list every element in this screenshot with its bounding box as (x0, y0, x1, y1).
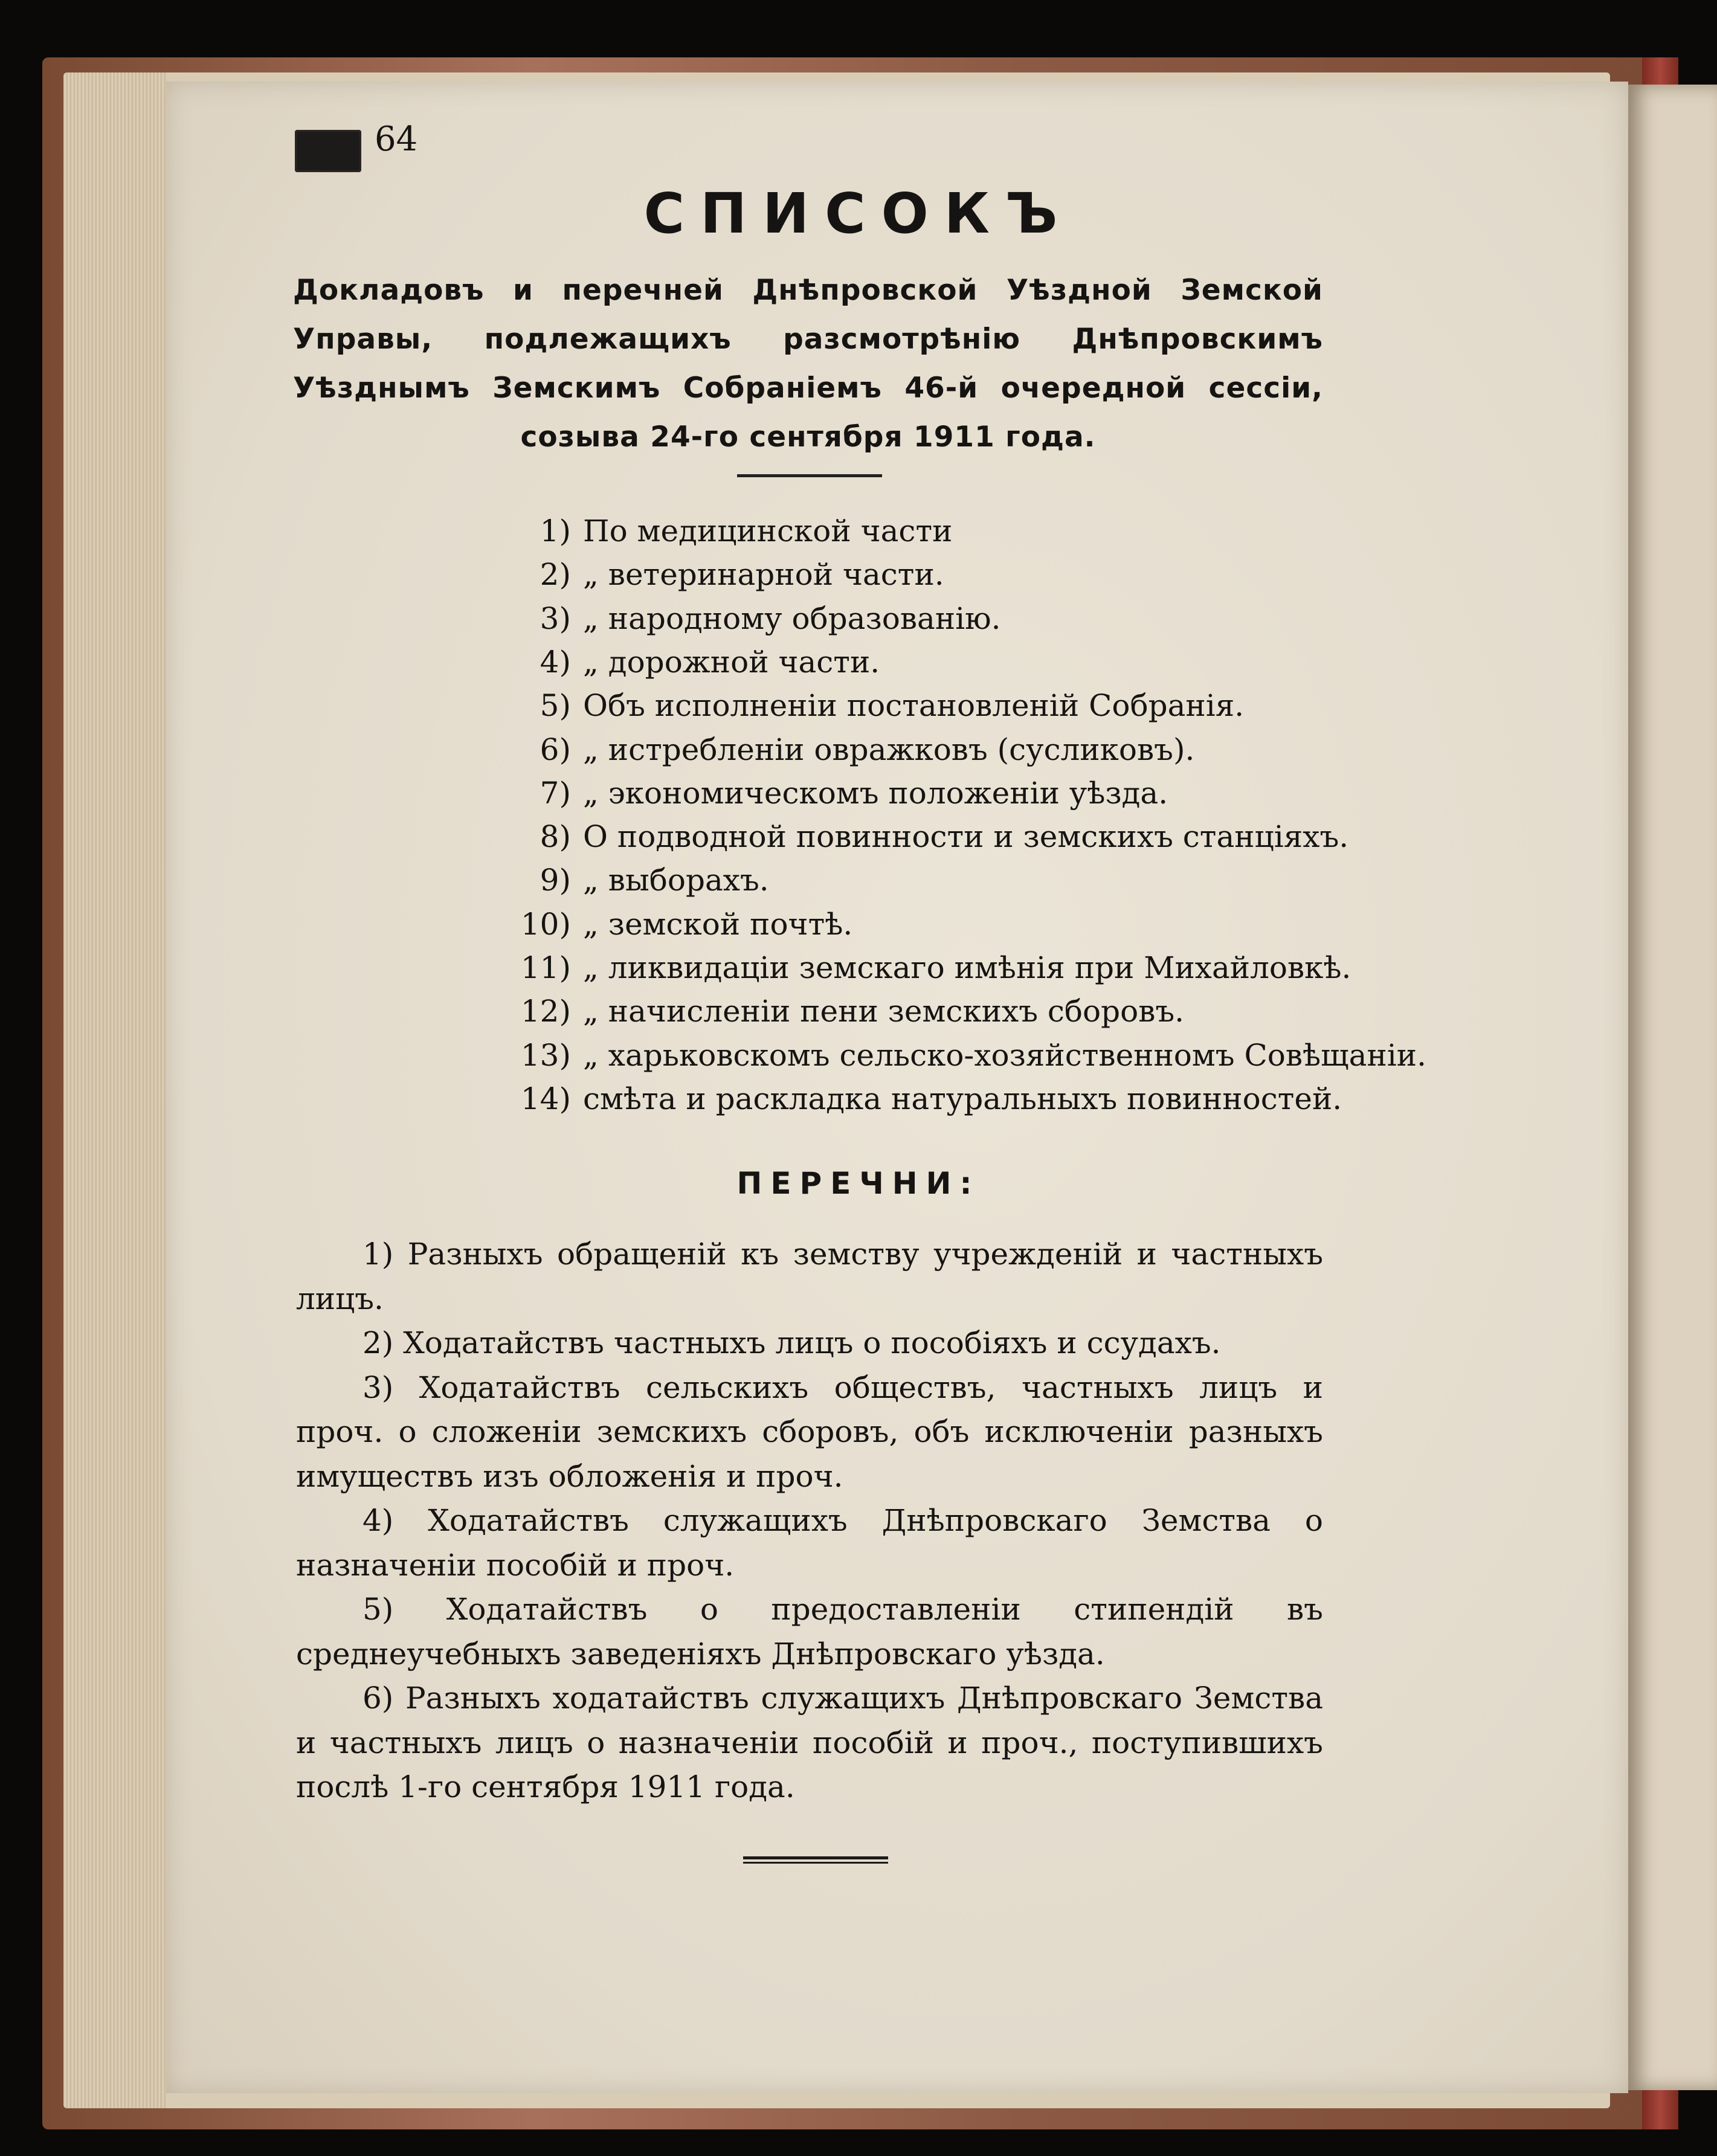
report-number: 10) (520, 906, 571, 942)
perechen-item: 6) Разныхъ ходатайствъ служащихъ Днѣпровскаго Земства и частныхъ лицъ о назначеніи пособій и проч., поступившихъ послѣ 1-го сентября 1911 года. (296, 1681, 1323, 1804)
page-number: 64 (375, 120, 418, 159)
report-text: „ выборахъ. (583, 863, 769, 898)
report-number: 1) (540, 513, 571, 549)
perechen-item: 4) Ходатайствъ служащихъ Днѣпровскаго Земства о назначеніи пособій и проч. (296, 1503, 1323, 1583)
perechni-list (296, 1232, 1323, 1810)
report-number: 2) (540, 557, 571, 593)
report-number: 13) (520, 1037, 571, 1073)
perechen-item: 1) Разныхъ обращеній къ земству учрежденій и частныхъ лицъ. (296, 1237, 1323, 1316)
report-text: „ ликвидаціи земскаго имѣнія при Михайловкѣ. (583, 950, 1351, 985)
report-item (0, 950, 1462, 994)
report-number: 12) (520, 994, 571, 1029)
report-number: 7) (540, 775, 571, 811)
perechen-item: 2) Ходатайствъ частныхъ лицъ о пособіяхъ и ссудахъ. (362, 1325, 1221, 1360)
report-text: „ истребленіи овражковъ (сусликовъ). (583, 732, 1195, 767)
report-number: 4) (540, 644, 571, 680)
report-item (0, 907, 1462, 950)
report-text: „ начисленіи пени земскихъ сборовъ. (583, 994, 1185, 1029)
title-divider (737, 474, 882, 477)
report-number: 14) (520, 1081, 571, 1116)
report-text: По медицинской части (583, 513, 953, 549)
report-item (0, 819, 1462, 863)
report-number: 5) (540, 688, 571, 724)
perechni-heading: ПЕРЕЧНИ: (736, 1166, 981, 1201)
closing-divider (743, 1856, 888, 1864)
library-stamp (295, 130, 361, 172)
report-number: 3) (540, 600, 571, 636)
report-text: смѣта и раскладка натуральныхъ повинностей. (583, 1081, 1342, 1116)
report-item (0, 1081, 1462, 1125)
report-item (0, 513, 1462, 557)
report-item (0, 732, 1462, 776)
page-subtitle: Докладовъ и перечней Днѣпровской Уѣздной Земской Управы, подлежащихъ разсмотрѣнію Днѣпровскимъ Уѣзднымъ Земскимъ Собраніемъ 46-й очередной сессіи, созыва 24-го сентября 1911 года. (293, 274, 1323, 454)
report-number: 6) (540, 732, 571, 767)
report-text: „ дорожной части. (583, 644, 880, 680)
report-text: „ экономическомъ положеніи уѣзда. (583, 775, 1168, 811)
report-text: „ земской почтѣ. (583, 906, 853, 942)
report-text: Объ исполненіи постановленій Собранія. (583, 688, 1245, 724)
report-item (0, 557, 1462, 600)
report-item (0, 688, 1462, 732)
report-text: „ харьковскомъ сельско-хозяйственномъ Совѣщаніи. (583, 1037, 1426, 1073)
report-item (0, 601, 1462, 645)
report-text: О подводной повинности и земскихъ станціяхъ. (583, 819, 1349, 855)
report-item (0, 645, 1462, 688)
page-title: СПИСОКЪ (643, 181, 1074, 246)
report-number: 8) (540, 819, 571, 855)
perechen-item: 5) Ходатайствъ о предоставленіи стипендій въ среднеучебныхъ заведеніяхъ Днѣпровскаго уѣзда. (296, 1592, 1323, 1672)
report-number: 9) (540, 863, 571, 898)
report-number: 11) (520, 950, 571, 985)
report-text: „ ветеринарной части. (583, 557, 944, 593)
report-item (0, 1038, 1462, 1081)
report-item (0, 776, 1462, 819)
perechen-item: 3) Ходатайствъ сельскихъ обществъ, частныхъ лицъ и проч. о сложеніи земскихъ сборовъ, объ исключеніи разныхъ имуществъ изъ обложенія и проч. (296, 1369, 1323, 1494)
report-item (0, 863, 1462, 906)
report-text: „ народному образованію. (583, 600, 1001, 636)
report-item (0, 994, 1462, 1037)
